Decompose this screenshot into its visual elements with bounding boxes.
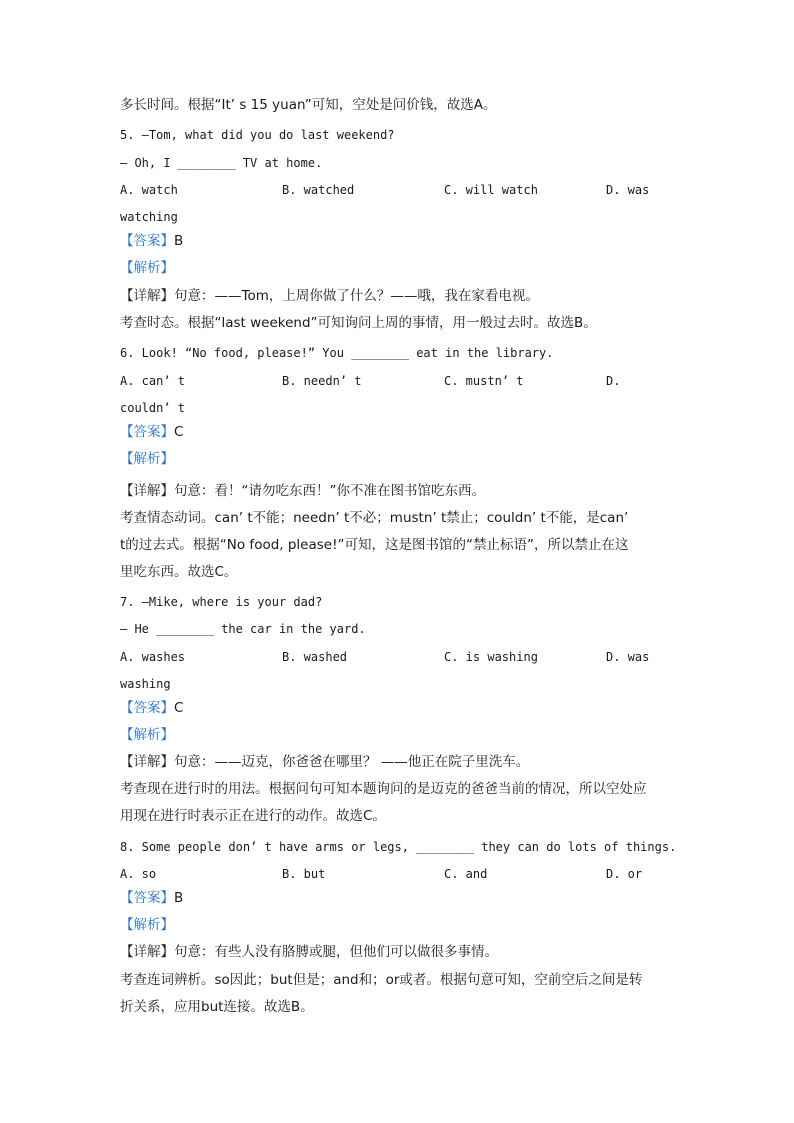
- q6-explain-2: t的过去式。根据“No food, please!”可知，这是图书馆的“禁止标语”，所以禁止在这: [120, 537, 629, 553]
- q5-option-d: D. was: [606, 183, 650, 197]
- q8-option-c: C. and: [444, 867, 488, 881]
- q6-detail: 句意：看！“请勿吃东西！”你不准在图书馆吃东西。: [174, 483, 485, 499]
- detail-tag: 【详解】: [120, 944, 174, 960]
- q8-option-a: A. so: [120, 867, 157, 881]
- q7-detail-row: [120, 754, 680, 770]
- q7-option-b: B. washed: [282, 650, 348, 664]
- q6-answer-row: [120, 424, 680, 440]
- q7-line2: — He ________ the car in the yard.: [120, 622, 366, 636]
- q8-detail-row: [120, 944, 680, 960]
- q8-detail: 句意：有些人没有胳膊或腿，但他们可以做很多事情。: [174, 944, 498, 960]
- q8-option-d: D. or: [606, 867, 643, 881]
- q6-option-b: B. needn’ t: [282, 374, 362, 388]
- q6-option-c: C. mustn’ t: [444, 374, 524, 388]
- q7-explain-1: 考查现在进行时的用法。根据问句可知本题询问的是迈克的爸爸当前的情况，所以空处应: [120, 781, 647, 797]
- q7-option-a: A. washes: [120, 650, 186, 664]
- q5-answer-row: [120, 233, 680, 249]
- q5-line2: — Oh, I ________ TV at home.: [120, 156, 323, 170]
- q8-explain-2: 折关系，应用but连接。故选B。: [120, 999, 314, 1015]
- q5-stem: 5. —Tom, what did you do last weekend?: [120, 128, 395, 142]
- q5-option-d-wrap: watching: [120, 210, 178, 224]
- q8-stem: 8. Some people don’ t have arms or legs, ________ they can do lots of things.: [120, 840, 677, 854]
- q7-analysis-tag: 【解析】: [120, 727, 174, 743]
- q6-explain-3: 里吃东西。故选C。: [120, 564, 238, 580]
- q5-analysis-tag: 【解析】: [120, 260, 174, 276]
- q7-option-d-wrap: washing: [120, 677, 171, 691]
- q6-stem: 6. Look! “No food, please!” You ________ eat in the library.: [120, 346, 554, 360]
- q5-detail-row: [120, 288, 680, 304]
- q6-analysis-tag: 【解析】: [120, 451, 174, 467]
- q6-option-d: D.: [606, 374, 621, 388]
- q8-answer: B: [174, 890, 184, 906]
- q5-option-b: B. watched: [282, 183, 355, 197]
- q5-detail: 句意：——Tom，上周你做了什么？——哦，我在家看电视。: [174, 288, 539, 304]
- q5-option-a: A. watch: [120, 183, 178, 197]
- q7-stem: 7. —Mike, where is your dad?: [120, 595, 323, 609]
- answer-tag: 【答案】: [120, 700, 174, 716]
- prev-explanation-tail: 多长时间。根据“It’ s 15 yuan”可知，空处是问价钱，故选A。: [120, 97, 497, 113]
- q6-answer: C: [174, 424, 184, 440]
- q8-explain-1: 考查连词辨析。so因此；but但是；and和；or或者。根据句意可知，空前空后之间是转: [120, 972, 643, 988]
- detail-tag: 【详解】: [120, 483, 174, 499]
- q8-option-b: B. but: [282, 867, 326, 881]
- q6-explain-1: 考查情态动词。can’ t不能；needn’ t不必；mustn’ t禁止；couldn’ t不能，是can’: [120, 510, 629, 526]
- q7-option-c: C. is washing: [444, 650, 538, 664]
- answer-tag: 【答案】: [120, 424, 174, 440]
- q8-analysis-tag: 【解析】: [120, 917, 174, 933]
- detail-tag: 【详解】: [120, 754, 174, 770]
- q7-option-d: D. was: [606, 650, 650, 664]
- q5-explain: 考查时态。根据“last weekend”可知询问上周的事情，用一般过去时。故选B。: [120, 315, 597, 331]
- answer-tag: 【答案】: [120, 890, 174, 906]
- q6-option-a: A. can’ t: [120, 374, 186, 388]
- q7-answer: C: [174, 700, 184, 716]
- answer-tag: 【答案】: [120, 233, 174, 249]
- q8-answer-row: [120, 890, 680, 906]
- q6-detail-row: [120, 483, 680, 499]
- q7-answer-row: [120, 700, 680, 716]
- q7-detail: 句意：——迈克，你爸爸在哪里？ ——他正在院子里洗车。: [174, 754, 530, 770]
- q5-option-c: C. will watch: [444, 183, 538, 197]
- q7-explain-2: 用现在进行时表示正在进行的动作。故选C。: [120, 808, 386, 824]
- q6-option-d-wrap: couldn’ t: [120, 401, 186, 415]
- q5-answer: B: [174, 233, 184, 249]
- detail-tag: 【详解】: [120, 288, 174, 304]
